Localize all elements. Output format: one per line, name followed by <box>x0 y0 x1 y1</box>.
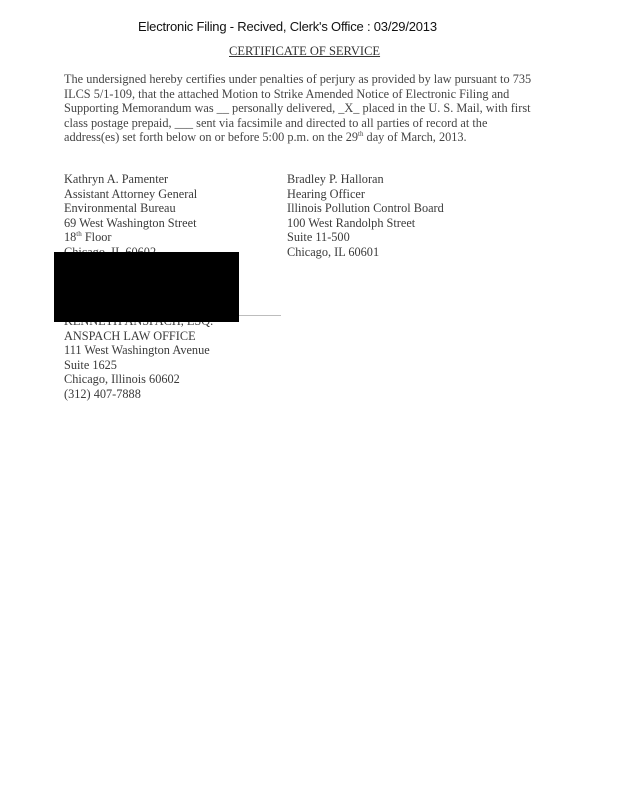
signature-line <box>239 315 281 316</box>
floor-number: 18 <box>64 230 77 244</box>
recipient-address-hearing-officer <box>287 172 444 259</box>
recipient-street: 100 West Randolph Street <box>287 215 416 230</box>
paragraph-line: ILCS 5/1-109, that the attached Motion to Strike Amended Notice of Electronic Filing and <box>64 86 510 101</box>
recipient-firm: ANSPACH LAW OFFICE <box>64 328 196 343</box>
recipient-organization: Illinois Pollution Control Board <box>287 201 444 215</box>
certification-paragraph <box>64 72 532 145</box>
recipient-title: Assistant Attorney General <box>64 186 198 201</box>
recipient-phone: (312) 407-7888 <box>64 386 141 401</box>
filing-stamp: Electronic Filing - Recived, Clerk's Office : 03/29/2013 <box>138 19 437 34</box>
recipient-floor <box>64 230 197 245</box>
paragraph-text: day of March, 2013. <box>363 130 467 144</box>
recipient-address-anspach <box>64 314 213 401</box>
ordinal-suffix: th <box>76 229 82 238</box>
recipient-suite: Suite 1625 <box>64 357 117 372</box>
paragraph-text: address(es) set forth below on or before 5:00 p.m. on the 29 <box>64 130 359 144</box>
recipient-title: Hearing Officer <box>287 186 365 201</box>
recipient-name: Kathryn A. Pamenter <box>64 172 169 186</box>
recipient-bureau: Environmental Bureau <box>64 201 176 215</box>
paragraph-line: Supporting Memorandum was __ personally delivered, _X_ placed in the U. S. Mail, with first <box>64 101 531 115</box>
paragraph-line: class postage prepaid, ___ sent via facsimile and directed to all parties of record at the <box>64 115 488 130</box>
ordinal-suffix: th <box>358 129 364 138</box>
document-title: CERTIFICATE OF SERVICE <box>229 44 381 58</box>
recipient-street: 111 West Washington Avenue <box>64 343 210 357</box>
paragraph-line <box>64 130 516 145</box>
recipient-suite: Suite 11-500 <box>287 230 350 244</box>
paragraph-line: The undersigned hereby certifies under penalties of perjury as provided by law pursuant to 735 <box>64 72 532 86</box>
redaction-block <box>54 252 239 322</box>
recipient-name: Bradley P. Halloran <box>287 172 384 186</box>
recipient-city: Chicago, Illinois 60602 <box>64 372 180 386</box>
recipient-city: Chicago, IL 60601 <box>287 244 380 259</box>
recipient-address-attorney-general <box>64 172 197 259</box>
recipient-street: 69 West Washington Street <box>64 215 197 230</box>
floor-word: Floor <box>81 230 112 244</box>
